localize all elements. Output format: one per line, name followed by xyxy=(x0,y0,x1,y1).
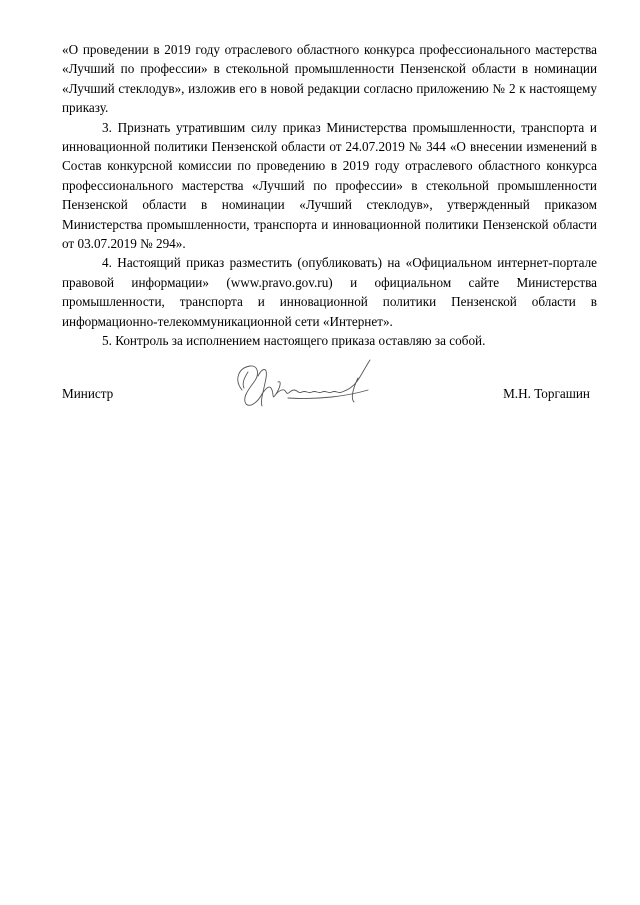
paragraph-item-4: 4. Настоящий приказ разместить (опубликовать) на «Официальном интернет-портале правовой информации» (www.pravo.gov.ru) и официальном сайте Министерства промышленности, транспорта и инновационной политики Пензенской области в информационно-телекоммуникационной сети «Интернет». xyxy=(62,255,597,329)
signatory-name: М.Н. Торгашин xyxy=(503,386,590,401)
paragraph-continuation: «О проведении в 2019 году отраслевого областного конкурса профессионального мастерства «Лучший по профессии» в стекольной промышленности Пензенской области в номинации «Лучший стеклодув», изложив его в новой редакции согласно приложению № 2 к настоящему приказу. xyxy=(62,42,597,116)
document-body xyxy=(62,40,597,351)
handwritten-signature-icon xyxy=(228,350,388,416)
position-title: Министр xyxy=(62,386,114,401)
paragraph-item-5: 5. Контроль за исполнением настоящего приказа оставляю за собой. xyxy=(102,333,486,349)
paragraph-item-3: 3. Признать утратившим силу приказ Министерства промышленности, транспорта и инновационной политики Пензенской области от 24.07.2019 № 344 «О внесении изменений в Состав конкурсной комиссии по проведению в 2019 году отраслевого областного конкурса профессионального мастерства «Лучший по профессии» в стекольной промышленности Пензенской области в номинации «Лучший стеклодув», утвержденный приказом Министерства промышленности, транспорта и инновационной политики Пензенской области от 03.07.2019 № 294». xyxy=(62,119,597,252)
signature-row xyxy=(62,384,590,406)
